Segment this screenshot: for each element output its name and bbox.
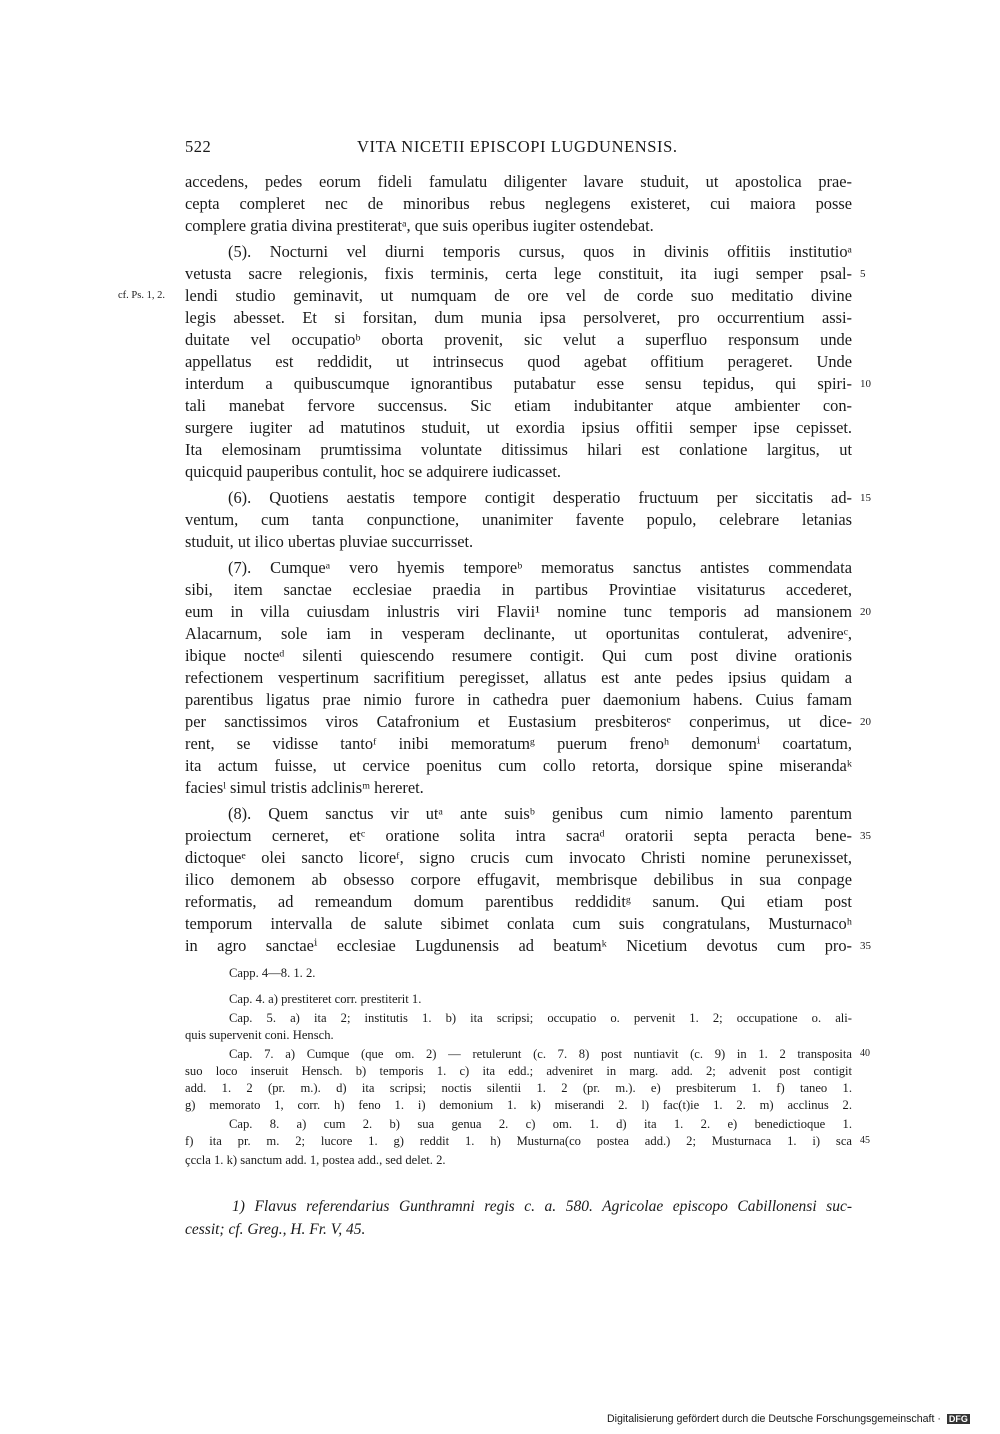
text-line: lendi studio geminavit, ut numquam de ore vel de corde suo meditatio divine [185, 286, 852, 305]
running-title: VITA NICETII EPISCOPI LUGDUNENSIS. [357, 137, 678, 156]
text-line: proiectum cerneret, etᶜ oratione solita intra sacraᵈ oratorii septa peracta bene- [185, 826, 852, 845]
line-number: 20 [860, 606, 871, 618]
text-line: ilico demonem ab obsesso corpore effugavit, membrisque debilibus in sua conpage [185, 870, 852, 889]
apparatus-line-number: 40 [860, 1048, 870, 1059]
text-line: sibi, item sanctae ecclesiae praedia in partibus Provintiae visitaturus accederet, [185, 580, 852, 599]
text-line: (5). Nocturni vel diurni temporis cursus, quos in divinis offitiis institutioᵃ [228, 242, 852, 261]
page-header [185, 137, 852, 159]
line-number: 20 [860, 716, 871, 728]
text-line: temporum intervalla de salute sibimet conlata cum suis congratulans, Musturnacoʰ [185, 914, 852, 933]
apparatus-line: Cap. 5. a) ita 2; institutis 1. b) ita scripsi; occupatio o. pervenit 1. 2; occupatione o. ali- [229, 1011, 852, 1025]
apparatus-line: g) memorato 1, corr. h) feno 1. i) demonium 1. k) miserandi 2. l) fac(t)ie 1. 2. m) acclinus 2. [185, 1098, 852, 1112]
text-line: cepta compleret nec de minoribus rebus neglegens existeret, cui maiora posse [185, 194, 852, 213]
apparatus-line: add. 1. 2 (pr. m.). d) ita scripsi; noctis silentii 1. 2 (pr. m.). e) presbiterum 1. f) taneo 1. [185, 1081, 852, 1095]
text-line: legis abesset. Et si forsitan, dum munia ipsa persolveret, pro occurrentium assi- [185, 308, 852, 327]
text-line: Alacarnum, sole iam in vesperam declinante, ut oportunitas contulerat, advenireᶜ, [185, 624, 852, 643]
text-line: ita actum fuisse, ut cervice poenitus cum collo retorta, dorsique spine miserandaᵏ [185, 756, 852, 775]
page-number: 522 [185, 137, 212, 156]
text-line: dictoqueᵉ olei sancto licoreᶠ, signo crucis cum invocato Christi nomine perunexisset, [185, 848, 852, 867]
text-line: complere gratia divina prestiteratᵃ, que suis operibus iugiter ostendebat. [185, 216, 654, 235]
text-line: per sanctissimos viros Catafronium et Eustasium presbiterosᵉ conperimus, ut dice- [185, 712, 852, 731]
apparatus-line: f) ita pr. m. 2; lucore 1. g) reddit 1. h) Musturna(co postea add.) 2; Musturnaca 1. i) sca [185, 1134, 852, 1148]
text-line: accedens, pedes eorum fideli famulatu diligenter lavare studuit, ut apostolica prae- [185, 172, 852, 191]
text-line: in agro sanctaeⁱ ecclesiae Lugdunensis ad beatumᵏ Nicetium devotus cum pro- [185, 936, 853, 955]
text-line: ibique nocteᵈ silenti quiescendo resumere contigit. Qui cum post divine orationis [185, 646, 852, 665]
text-line: rent, se vidisse tantoᶠ inibi memoratumᵍ puerum frenoʰ demonumⁱ coartatum, [185, 734, 852, 753]
text-line: tali manebat fervore succensus. Sic etiam indubitanter atque ambienter con- [185, 396, 852, 415]
line-number: 10 [860, 378, 871, 390]
text-line: quicquid pauperibus contulit, hoc se adquirere iudicasset. [185, 462, 561, 481]
apparatus-line: Cap. 7. a) Cumque (que om. 2) — retulerunt (c. 7. 8) post nuntiavit (c. 9) in 1. 2 transposita [229, 1047, 852, 1061]
line-number: 5 [860, 268, 866, 280]
footer-text: Digitalisierung gefördert durch die Deutsche Forschungsgemeinschaft · [607, 1413, 941, 1425]
dfg-logo: DFG [948, 1414, 968, 1424]
text-line: (8). Quem sanctus vir utᵃ ante suisᵇ genibus cum nimio lamento parentum [228, 804, 852, 823]
line-number: 35 [860, 940, 871, 952]
text-line: Ita elemosinam prumtissima voluntate ditissimus hilari est conlatione largitus, ut [185, 440, 852, 459]
text-line: faciesˡ simul tristis adclinisᵐ hereret. [185, 778, 424, 797]
text-line: parentibus ligatus prae nimio furore in cathedra puer daemonium habens. Cuius famam [185, 690, 852, 709]
apparatus-line-number: 45 [860, 1135, 870, 1146]
apparatus-line: suo loco inseruit Hensch. b) temporis 1. c) ita edd.; adveniret in marg. add. 2; advenit post contigit [185, 1064, 852, 1078]
apparatus-line: Cap. 8. a) cum 2. b) sua genua 2. c) om. 1. d) ita 1. 2. e) benedictioque 1. [229, 1117, 852, 1131]
line-number: 15 [860, 492, 871, 504]
text-line: ventum, cum tanta conpunctione, unanimiter favente populo, celebrare letanias [185, 510, 852, 529]
text-line: reformatis, ad remeandum domum parentibus reddiditᵍ sanum. Qui etiam post [185, 892, 852, 911]
text-line: interdum a quibuscumque ignorantibus putabatur esse sensu tepidus, qui spiri- [185, 374, 852, 393]
text-line: (6). Quotiens aestatis tempore contigit desperatio fructuum per siccitatis ad- [228, 488, 852, 507]
text-line: appellatus est reddidit, ut intrinsecus quod agebat offitium perageret. Unde [185, 352, 852, 371]
footnote-line: cessit; cf. Greg., H. Fr. V, 45. [185, 1221, 366, 1238]
margin-reference: cf. Ps. 1, 2. [118, 290, 165, 301]
apparatus-line: Cap. 4. a) prestiteret corr. prestiterit 1. [229, 992, 422, 1006]
apparatus-line: çccla 1. k) sanctum add. 1, postea add., sed delet. 2. [185, 1153, 446, 1167]
text-line: studuit, ut ilico ubertas pluviae succurrisset. [185, 532, 474, 551]
text-line: duitate vel occupatioᵇ oborta provenit, sic velut a superfluo responsum unde [185, 330, 852, 349]
text-line: vetusta sacre relegionis, fixis terminis, certa lege constituit, ita iugi semper psal- [185, 264, 852, 283]
apparatus-line: Capp. 4—8. 1. 2. [229, 966, 316, 980]
digitization-notice [607, 1413, 970, 1425]
footnote-line: 1) Flavus referendarius Gunthramni regis c. a. 580. Agricolae episcopo Cabillonensi suc- [232, 1198, 852, 1215]
text-line: eum in villa cuiusdam inlustris viri Flavii¹ nomine tunc temporis ad mansionem [185, 602, 852, 621]
text-line: refectionem vespertinum sacrifitium peregisset, allatus est ante pedes ipsius quidam a [185, 668, 852, 687]
text-line: surgere iugiter ad matutinos studuit, ut exordia ipsius offitii semper ipse cepisset. [185, 418, 852, 437]
line-number: 35 [860, 830, 871, 842]
apparatus-line: quis supervenit coni. Hensch. [185, 1028, 334, 1042]
text-line: (7). Cumqueᵃ vero hyemis temporeᵇ memoratus sanctus antistes commendata [228, 558, 852, 577]
